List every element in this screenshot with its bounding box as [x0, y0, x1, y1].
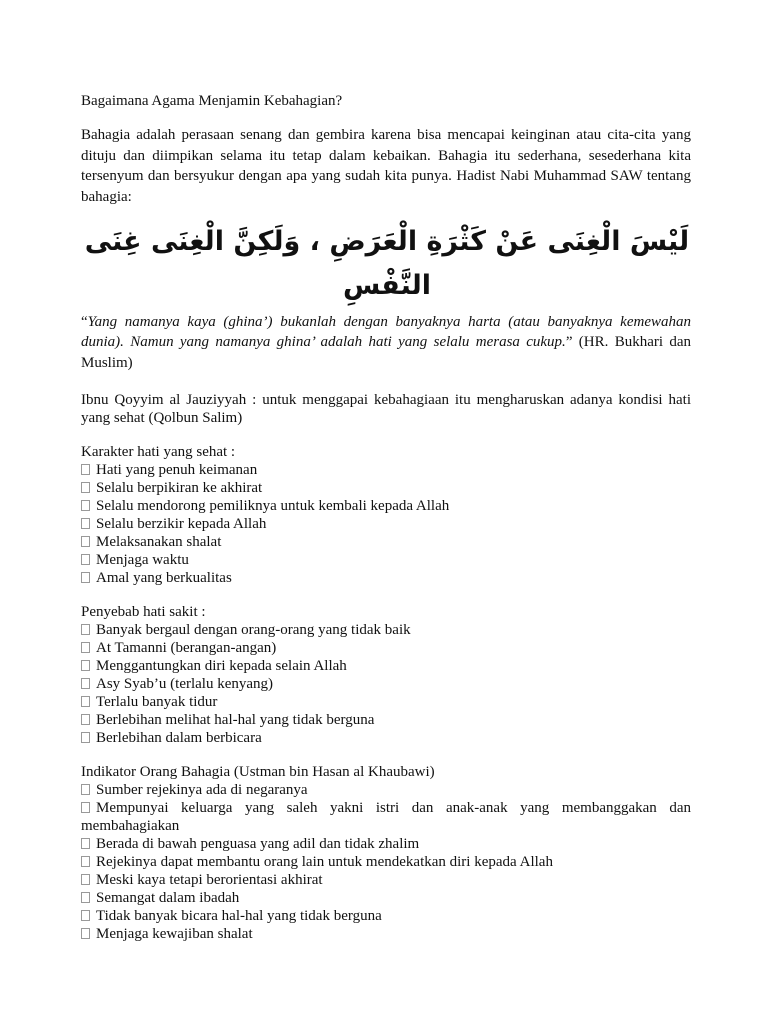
hadith-translation — [81, 312, 691, 374]
list-item-text: Berlebihan melihat hal-hal yang tidak berguna — [96, 712, 375, 729]
quote-open: “ — [81, 313, 88, 330]
list-item-text: Melaksanakan shalat — [96, 534, 222, 551]
list-item-text: Selalu berzikir kepada Allah — [96, 516, 267, 533]
list-item-text: Menggantungkan diri kepada selain Allah — [96, 658, 347, 675]
list-item-text: At Tamanni (berangan-angan) — [96, 640, 277, 657]
section-healthy-heart — [81, 443, 691, 587]
list-item — [81, 569, 691, 587]
bullet-box-icon — [81, 874, 90, 885]
arabic-hadith: لَيْسَ الْغِنَى عَنْ كَثْرَةِ الْعَرَضِ ، وَلَكِنَّ الْغِنَى غِنَى النَّفْسِ — [84, 225, 690, 301]
list-item — [81, 781, 691, 799]
list-item — [81, 907, 691, 925]
bullet-box-icon — [81, 714, 90, 725]
list-item — [81, 551, 691, 569]
bullet-box-icon — [81, 732, 90, 743]
list-item — [81, 515, 691, 533]
bullet-box-icon — [81, 482, 90, 493]
list-item — [81, 639, 691, 657]
list-item — [81, 925, 691, 943]
bullet-box-icon — [81, 660, 90, 671]
list-item — [81, 461, 691, 479]
list-item-text: Berada di bawah penguasa yang adil dan tidak zhalim — [96, 836, 420, 853]
bullet-box-icon — [81, 536, 90, 547]
bullet-box-icon — [81, 856, 90, 867]
bullet-box-icon — [81, 678, 90, 689]
bullet-box-icon — [81, 572, 90, 583]
list-item — [81, 889, 691, 907]
list-item — [81, 693, 691, 711]
list-item — [81, 621, 691, 639]
section-sick-heart — [81, 603, 691, 747]
section-heading: Indikator Orang Bahagia (Ustman bin Hasan al Khaubawi) — [81, 764, 435, 781]
list-item — [81, 835, 691, 853]
bullet-box-icon — [81, 802, 90, 813]
bullet-box-icon — [81, 838, 90, 849]
list-item — [81, 497, 691, 515]
list-item-text: Asy Syab’u (terlalu kenyang) — [96, 676, 274, 693]
quote-text: Yang namanya kaya (ghina’) bukanlah dengan banyaknya harta (atau banyaknya kemewahan dunia). Namun yang namanya ghina’ adalah hati yang selalu merasa cukup. — [81, 313, 691, 351]
ibnu-qoyyim-paragraph: Ibnu Qoyyim al Jauziyyah : untuk menggapai kebahagiaan itu mengharuskan adanya kondisi hati yang sehat (Qolbun Salim) — [81, 392, 691, 427]
list-item — [81, 675, 691, 693]
bullet-box-icon — [81, 784, 90, 795]
bullet-box-icon — [81, 464, 90, 475]
list-item-text: Sumber rejekinya ada di negaranya — [96, 782, 308, 799]
bullet-box-icon — [81, 518, 90, 529]
list-item-text: Tidak banyak bicara hal-hal yang tidak berguna — [96, 908, 382, 925]
list-item — [81, 871, 691, 889]
list-item — [81, 799, 691, 835]
list-item — [81, 479, 691, 497]
list-item-text: Menjaga kewajiban shalat — [96, 926, 253, 943]
list-item — [81, 657, 691, 675]
bullet-box-icon — [81, 928, 90, 939]
document-title: Bagaimana Agama Menjamin Kebahagian? — [81, 93, 343, 109]
section-heading: Karakter hati yang sehat : — [81, 444, 236, 461]
section-happy-indicators — [81, 763, 691, 943]
list-item-text: Semangat dalam ibadah — [96, 890, 240, 907]
list-item-text: Berlebihan dalam berbicara — [96, 730, 262, 747]
bullet-box-icon — [81, 624, 90, 635]
bullet-box-icon — [81, 554, 90, 565]
list-item — [81, 729, 691, 747]
list-item-text: Terlalu banyak tidur — [96, 694, 218, 711]
section-heading: Penyebab hati sakit : — [81, 604, 206, 621]
list-item-text: Banyak bergaul dengan orang-orang yang tidak baik — [96, 622, 411, 639]
list-item-text: Amal yang berkualitas — [96, 570, 232, 587]
bullet-box-icon — [81, 500, 90, 511]
bullet-box-icon — [81, 910, 90, 921]
list-item-text: Mempunyai keluarga yang saleh yakni istri dan anak-anak yang membanggakan dan membahagiakan — [81, 800, 691, 835]
list-item-text: Meski kaya tetapi berorientasi akhirat — [96, 872, 323, 889]
list-item-text: Menjaga waktu — [96, 552, 189, 569]
list-item — [81, 533, 691, 551]
bullet-box-icon — [81, 892, 90, 903]
list-item-text: Selalu berpikiran ke akhirat — [96, 480, 263, 497]
list-item-text: Rejekinya dapat membantu orang lain untuk mendekatkan diri kepada Allah — [96, 854, 553, 871]
quote-source: ” (HR. Bukhari dan Muslim) — [81, 334, 691, 371]
bullet-box-icon — [81, 696, 90, 707]
list-item — [81, 853, 691, 871]
intro-paragraph: Bahagia adalah perasaan senang dan gembira karena bisa mencapai keinginan atau cita-cita yang dituju dan diimpikan selama itu tetap dalam kebaikan. Bahagia itu sederhana, sesederhana kita tersenyum dan bersyukur dengan apa yang sudah kita punya. Hadist Nabi Muhammad SAW tentang bahagia: — [81, 127, 691, 206]
bullet-box-icon — [81, 642, 90, 653]
list-item-text: Hati yang penuh keimanan — [96, 462, 258, 479]
list-item — [81, 711, 691, 729]
list-item-text: Selalu mendorong pemiliknya untuk kembali kepada Allah — [96, 498, 450, 515]
